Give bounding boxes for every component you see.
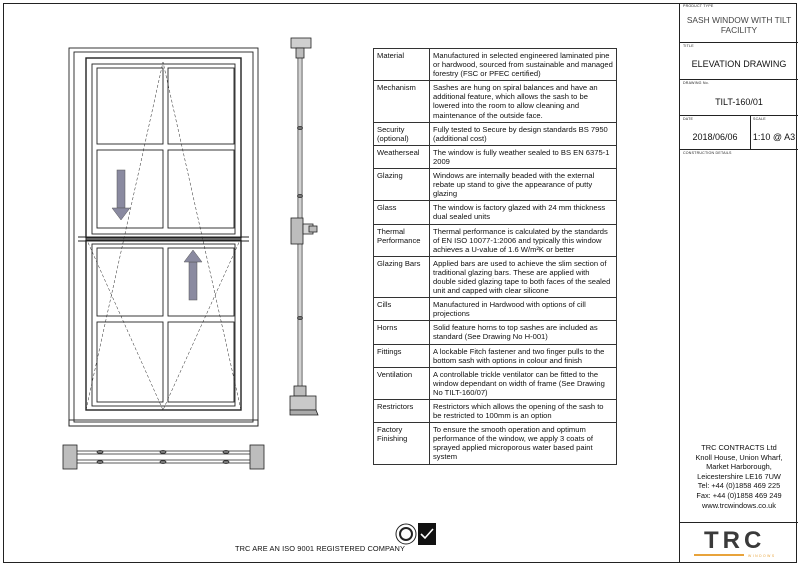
drawing-date: 2018/06/06 xyxy=(692,132,738,142)
product-type: SASH WINDOW WITH TILT FACILITY xyxy=(686,15,792,35)
spec-key: Mechanism xyxy=(374,81,430,122)
spec-key: Ventilation xyxy=(374,367,430,399)
spec-key: Factory Finishing xyxy=(374,423,430,464)
company-website: www.trcwindows.co.uk xyxy=(702,500,776,510)
spec-key: Glazing xyxy=(374,169,430,201)
spec-row xyxy=(374,321,617,344)
spec-key: Glazing Bars xyxy=(374,256,430,297)
spec-key: Restrictors xyxy=(374,400,430,423)
top-sash xyxy=(86,58,241,238)
spec-key: Glass xyxy=(374,201,430,224)
specification-table xyxy=(373,48,617,465)
spec-key: Horns xyxy=(374,321,430,344)
spec-row xyxy=(374,367,617,399)
spec-value: Sashes are hung on spiral balances and have an additional feature, which allows the sash to be lowered into the room to allow cleaning and maintenance of the outside face. xyxy=(430,81,617,122)
spec-value: A lockable Fitch fastener and two finger pulls to the bottom sash with options in colour and finish xyxy=(430,344,617,367)
drawing-scale: 1:10 @ A3 xyxy=(752,132,796,142)
spec-value: Restrictors which allows the opening of the sash to be restricted to 100mm is an option xyxy=(430,400,617,423)
spec-value: Fully tested to Secure by design standards BS 7950 (additional cost) xyxy=(430,122,617,145)
date-scale-cell: DATE SCALE 2018/06/06 1:10 @ A3 xyxy=(680,116,798,150)
spec-value: Manufactured in Hardwood with options of cill projections xyxy=(430,298,617,321)
company-fax: Fax: +44 (0)1858 469 249 xyxy=(696,490,782,500)
spec-key: Thermal Performance xyxy=(374,224,430,256)
spec-row xyxy=(374,423,617,464)
spec-row xyxy=(374,49,617,81)
drawing-number: TILT-160/01 xyxy=(715,97,763,107)
spec-key: Weatherseal xyxy=(374,145,430,168)
spec-row xyxy=(374,400,617,423)
spec-value: A controllable trickle ventilator can be fitted to the window dependant on width of frame (See Drawing No TILT-160/07) xyxy=(430,367,617,399)
bottom-sash xyxy=(86,240,241,410)
title-cell: TITLE ELEVATION DRAWING xyxy=(680,43,798,80)
spec-value: Windows are internally beaded with the external rebate up stand to give the appearance of putty glazing xyxy=(430,169,617,201)
company-details: TRC CONTRACTS Ltd Knoll House, Union Wharf, Market Harborough, Leicestershire LE16 7UW Tel: +44 (0)1858 469 225 Fax: +44 (0)1858 469 249 www.trcwindows.co.uk xyxy=(680,443,798,510)
spec-value: Thermal performance is calculated by the standards of EN ISO 10077-1:2006 and typically this window achieves a U-value of 1.6 W/m²K or better xyxy=(430,224,617,256)
spec-value: The window is fully weather sealed to BS EN 6375-1 2009 xyxy=(430,145,617,168)
trc-logo: TRC WINDOWS xyxy=(690,527,790,559)
spec-value: Applied bars are used to achieve the slim section of traditional glazing bars. These are applied with double sided glazing tape to both faces of the sealed unit and capped with clear silicone xyxy=(430,256,617,297)
spec-value: Manufactured in selected engineered laminated pine or hardwood, sourced from sustainable and managed forestry (FSC or PFEC certified) xyxy=(430,49,617,81)
spec-row xyxy=(374,201,617,224)
spec-row xyxy=(374,298,617,321)
spec-row xyxy=(374,224,617,256)
plan-section xyxy=(63,445,264,469)
spec-row xyxy=(374,145,617,168)
spec-row xyxy=(374,256,617,297)
title-block xyxy=(679,3,798,563)
spec-key: Material xyxy=(374,49,430,81)
certification-badge xyxy=(396,523,436,545)
spec-row xyxy=(374,169,617,201)
vertical-section xyxy=(290,38,318,415)
down-arrow-icon xyxy=(112,170,130,220)
drawing-title: ELEVATION DRAWING xyxy=(691,59,787,69)
drawing-no-cell: DRAWING No. TILT-160/01 xyxy=(680,80,798,116)
spec-key: Cills xyxy=(374,298,430,321)
spec-row xyxy=(374,122,617,145)
up-arrow-icon xyxy=(184,250,202,300)
spec-key: Fittings xyxy=(374,344,430,367)
company-tel: Tel: +44 (0)1858 469 225 xyxy=(697,481,781,491)
spec-row xyxy=(374,344,617,367)
spec-value: To ensure the smooth operation and optimum performance of the window, we apply 3 coats of sprayed applied microporous water based paint system xyxy=(430,423,617,464)
construction-details-cell: CONSTRUCTION DETAILS xyxy=(680,150,798,523)
spec-value: The window is factory glazed with 24 mm thickness dual sealed units xyxy=(430,201,617,224)
spec-value: Solid feature horns to top sashes are included as standard (See Drawing No H-001) xyxy=(430,321,617,344)
iso-statement: TRC ARE AN ISO 9001 REGISTERED COMPANY xyxy=(235,544,405,553)
spec-row xyxy=(374,81,617,122)
spec-key: Security (optional) xyxy=(374,122,430,145)
product-type-cell: PRODUCT TYPE SASH WINDOW WITH TILT FACILITY xyxy=(680,3,798,43)
company-name: TRC CONTRACTS Ltd xyxy=(701,443,777,452)
